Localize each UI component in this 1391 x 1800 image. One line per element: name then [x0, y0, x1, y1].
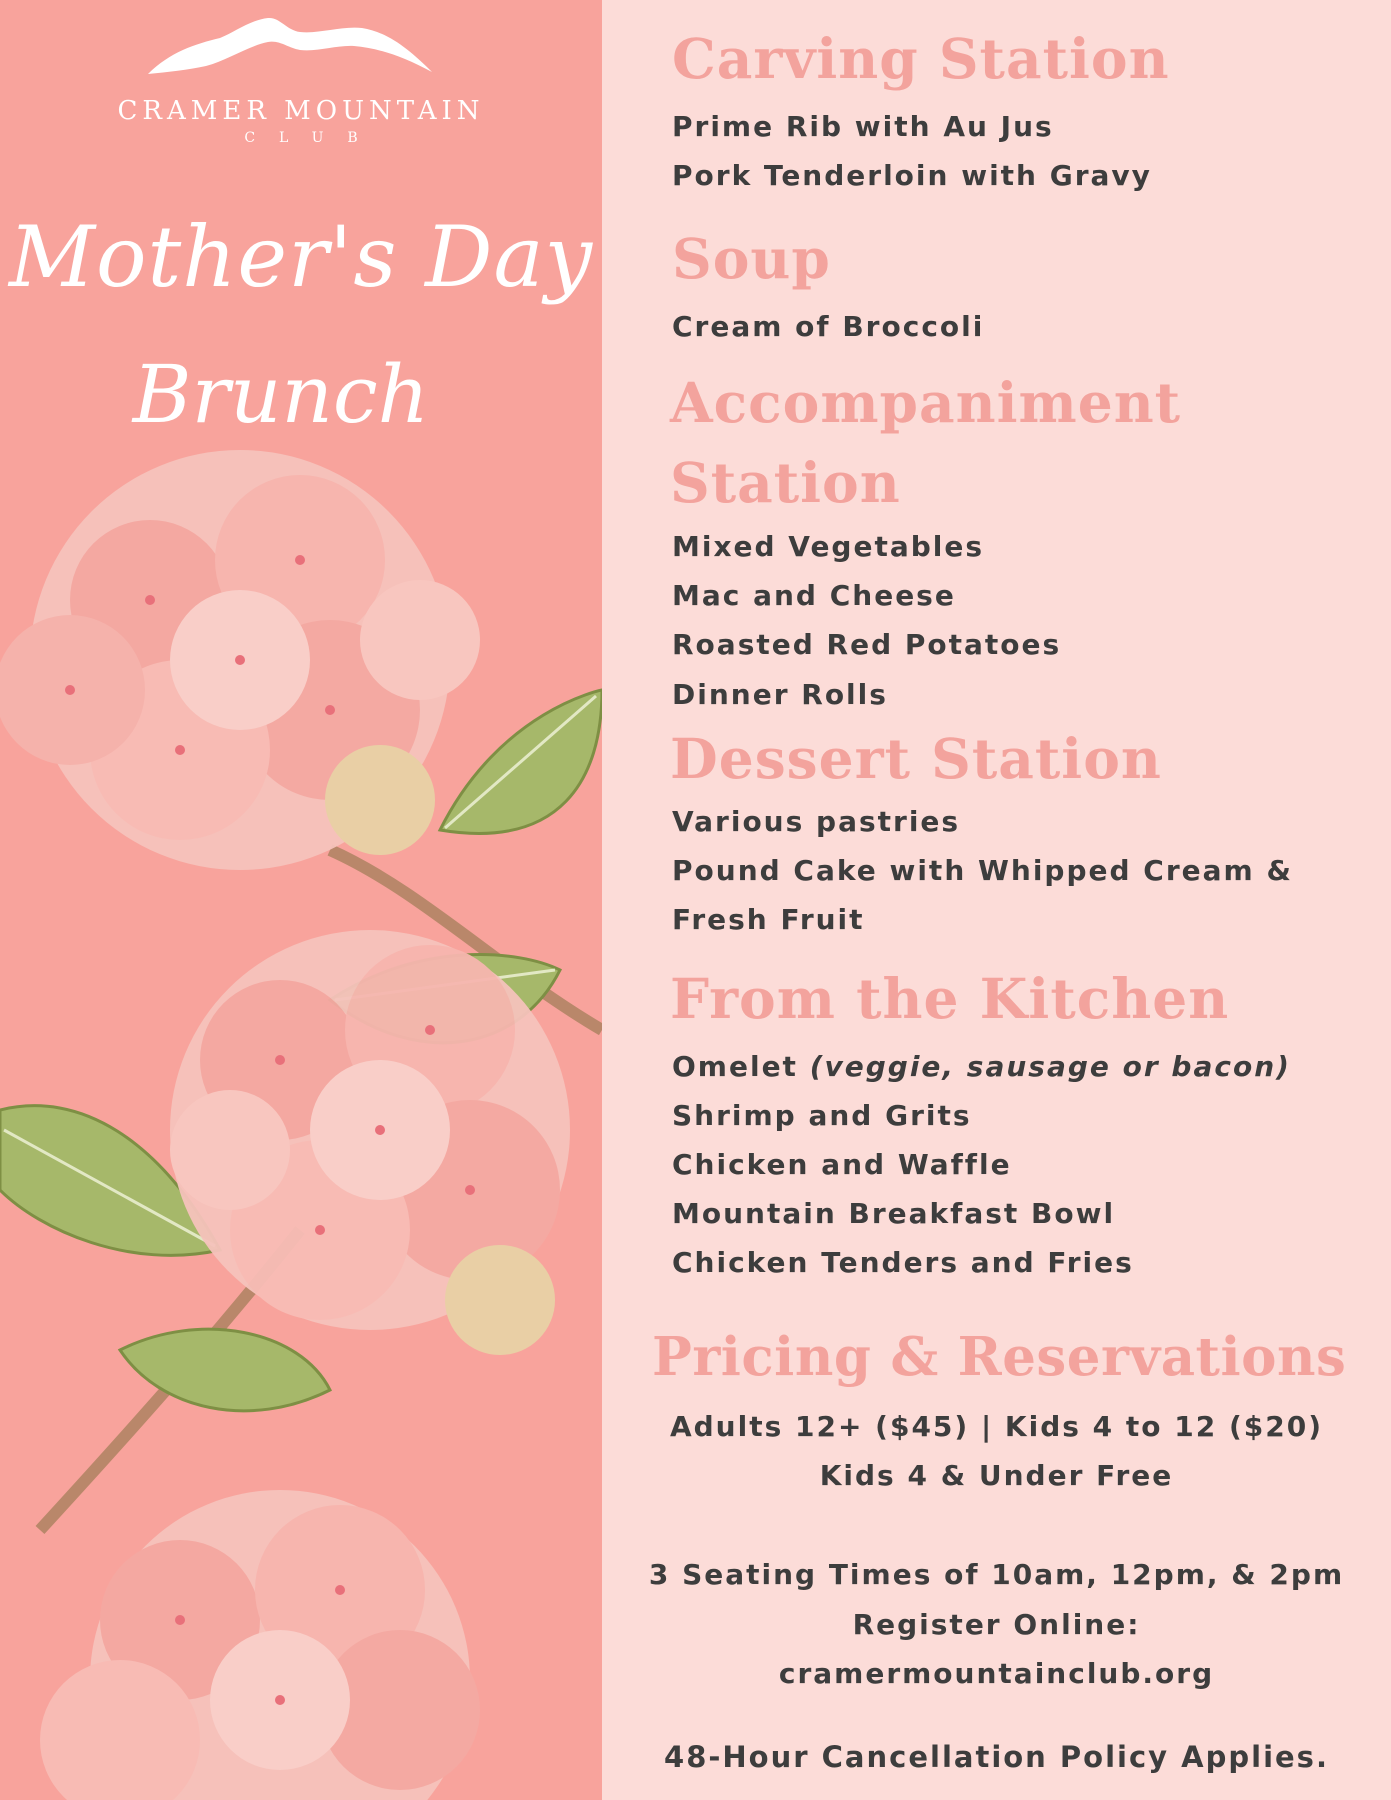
- menu-item: Mac and Cheese: [672, 579, 956, 612]
- pricing-line: Kids 4 & Under Free: [819, 1459, 1174, 1492]
- event-subtitle: Brunch: [132, 348, 430, 441]
- register-label: Register Online:: [852, 1608, 1141, 1641]
- menu-item: Fresh Fruit: [672, 903, 865, 936]
- menu-item: Shrimp and Grits: [672, 1099, 972, 1132]
- menu-item: Pork Tenderloin with Gravy: [672, 159, 1152, 192]
- hydrangea-illustration: [0, 450, 602, 1800]
- cancellation-policy: 48-Hour Cancellation Policy Applies.: [664, 1740, 1329, 1774]
- left-panel: [0, 0, 602, 1800]
- menu-item: Various pastries: [672, 805, 961, 838]
- soup-heading: Soup: [672, 226, 831, 291]
- menu-item: Chicken Tenders and Fries: [672, 1246, 1134, 1279]
- menu-item: Pound Cake with Whipped Cream &: [672, 854, 1293, 887]
- pricing-heading: Pricing & Reservations: [652, 1326, 1347, 1388]
- pricing-line: Adults 12+ ($45) | Kids 4 to 12 ($20): [669, 1410, 1324, 1443]
- kitchen-heading: From the Kitchen: [670, 966, 1230, 1031]
- menu-item: Cream of Broccoli: [672, 310, 985, 343]
- menu-item: Chicken and Waffle: [672, 1148, 1012, 1181]
- club-subtitle: CLUB: [244, 130, 382, 146]
- website-link[interactable]: cramermountainclub.org: [778, 1657, 1215, 1690]
- menu-item: Roasted Red Potatoes: [672, 628, 1062, 661]
- carving-heading: Carving Station: [672, 26, 1170, 91]
- menu-item: Mixed Vegetables: [672, 530, 985, 563]
- menu-item: Mountain Breakfast Bowl: [672, 1197, 1116, 1230]
- accompaniment-heading-line2: Station: [670, 450, 901, 515]
- menu-item: Prime Rib with Au Jus: [672, 110, 1054, 143]
- omelet-note: (veggie, sausage or bacon): [809, 1050, 1291, 1083]
- event-title: Mother's Day: [8, 208, 594, 306]
- club-name: CRAMER MOUNTAIN: [117, 96, 485, 126]
- mountain-logo-icon: [140, 12, 440, 82]
- omelet-label: Omelet: [672, 1050, 798, 1083]
- menu-item: Dinner Rolls: [672, 678, 888, 711]
- accompaniment-heading: Accompaniment: [670, 370, 1182, 435]
- dessert-heading: Dessert Station: [670, 726, 1162, 791]
- seating-times: 3 Seating Times of 10am, 12pm, & 2pm: [648, 1558, 1345, 1591]
- menu-item-omelet: [672, 1050, 1291, 1083]
